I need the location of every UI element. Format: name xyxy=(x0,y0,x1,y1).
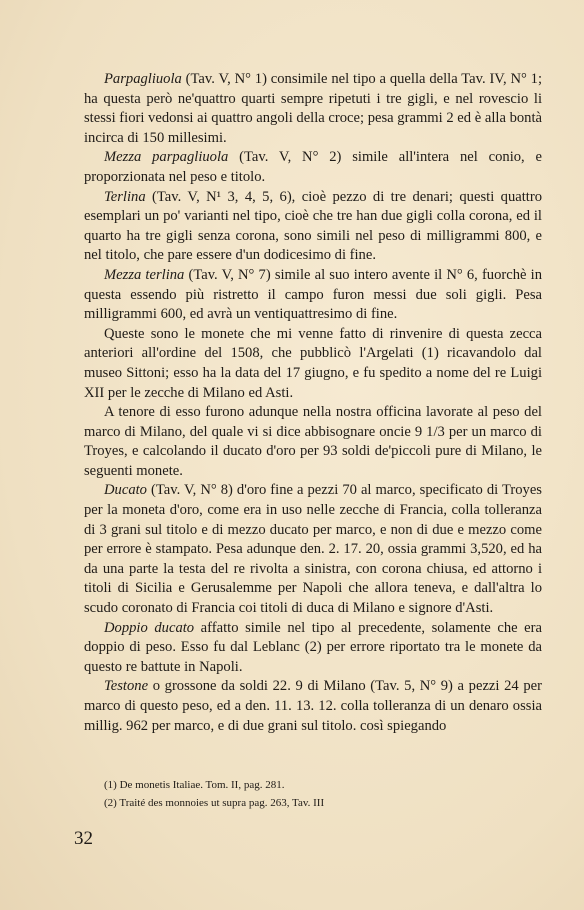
paragraph-text: o grossone da soldi 22. 9 di Milano (Tav. 5, N° 9) a pezzi 24 per marco di questo peso, ed a den. 11. 13. 12. colla tolleranza di un denaro ossia millig. 962 per marco, e di due grani sul titolo. così spiegando xyxy=(84,678,542,734)
coin-name: Parpagliuola xyxy=(104,71,182,87)
paragraph xyxy=(84,266,542,325)
coin-name: Ducato xyxy=(104,482,147,499)
paragraph xyxy=(84,148,542,187)
paragraph xyxy=(84,325,542,403)
body-text xyxy=(84,70,542,736)
paragraph xyxy=(84,403,542,481)
paragraph-text: (Tav. V, N¹ 3, 4, 5, 6), cioè pezzo di tre denari; questi quattro esemplari un po' varianti nel tipo, cioè che tre han due gigli colla corona, ed il quarto ha tre gigli senza corona, sono simili nel peso di milligrammi 800, e nel titolo, che pare essere d'un dodicesimo di fine. xyxy=(84,188,542,264)
paragraph xyxy=(84,481,542,618)
paragraph xyxy=(84,70,542,148)
paragraph xyxy=(84,677,542,736)
coin-name: Testone xyxy=(104,678,149,695)
paragraph-text: A tenore di esso furono adunque nella nostra officina lavorate al peso del marco di Milano, del quale vi si dice abbisognare oncie 9 1/3 per un marco di Troyes, e calcolando il ducato d'oro per 93 soldi de'piccoli pure di Milano, le seguenti monete. xyxy=(84,404,542,479)
paragraph-text: affatto simile nel tipo al precedente, solamente che era doppio di peso. Esso fu dal Leblanc (2) per errore riportato tra le monete da questo re battute in Napoli. xyxy=(84,619,542,675)
footnote: (2) Traité des monnoies ut supra pag. 263, Tav. III xyxy=(104,797,325,809)
paragraph-text: Queste sono le monete che mi venne fatto di rinvenire di questa zecca anteriori all'ordine del 1508, che pubblicò l'Argelati (1) ricavandolo dal museo Sittoni; esso ha la data del 17 giugno, e fu spedito a nome del re Luigi XII per le zecche di Milano ed Asti. xyxy=(84,325,542,401)
paragraph-text: (Tav. V, N° 8) d'oro fine a pezzi 70 al marco, specificato di Troyes per la moneta d'oro, come era in uso nelle zecche di Francia, colla tolleranza di 3 grani sul titolo e di mezzo ducato per marco, e non di due e mezzo come per errore è stampato. Pesa adunque den. 2. 17. 20, ossia grammi 3,520, ed ha da una parte la testa del re rivolta a sinistra, con corona chiusa, ed attorno i titoli di Sicilia e Gerusalemme per Napoli che allora teneva, e dall'altra lo scudo coronato di Francia coi titoli di duca di Milano e signore d'Asti. xyxy=(84,482,542,617)
paragraph-text: (Tav. V, N° 7) simile al suo intero avente il N° 6, fuorchè in questa essendo più ristretto il campo furon messi due soli gigli. Pesa milligrammi 600, ed avrà un ventiquattresimo di fine. xyxy=(84,266,542,323)
paragraph xyxy=(84,188,542,266)
paragraph-text: (Tav. V, N° 2) simile all'intera nel conio, e proporzionata nel peso e titolo. xyxy=(84,149,542,185)
paragraph xyxy=(84,619,542,678)
coin-name: Terlina xyxy=(104,188,146,205)
paragraph-text: (Tav. V, N° 1) consimile nel tipo a quella della Tav. IV, N° 1; ha questa però ne'quattro quarti sempre ripetuti i tre gigli, e nel rovescio li stessi fiori vedonsi ai quattro angoli della croce; pesa grammi 2 ed è alla bontà incirca di 150 millesimi. xyxy=(84,71,542,146)
coin-name: Mezza terlina xyxy=(104,266,185,283)
footnotes xyxy=(104,776,524,812)
footnote: (1) De monetis Italiae. Tom. II, pag. 281. xyxy=(104,779,285,791)
page-number: 32 xyxy=(74,828,93,849)
coin-name: Doppio ducato xyxy=(104,619,195,636)
coin-name: Mezza parpagliuola xyxy=(104,149,229,166)
